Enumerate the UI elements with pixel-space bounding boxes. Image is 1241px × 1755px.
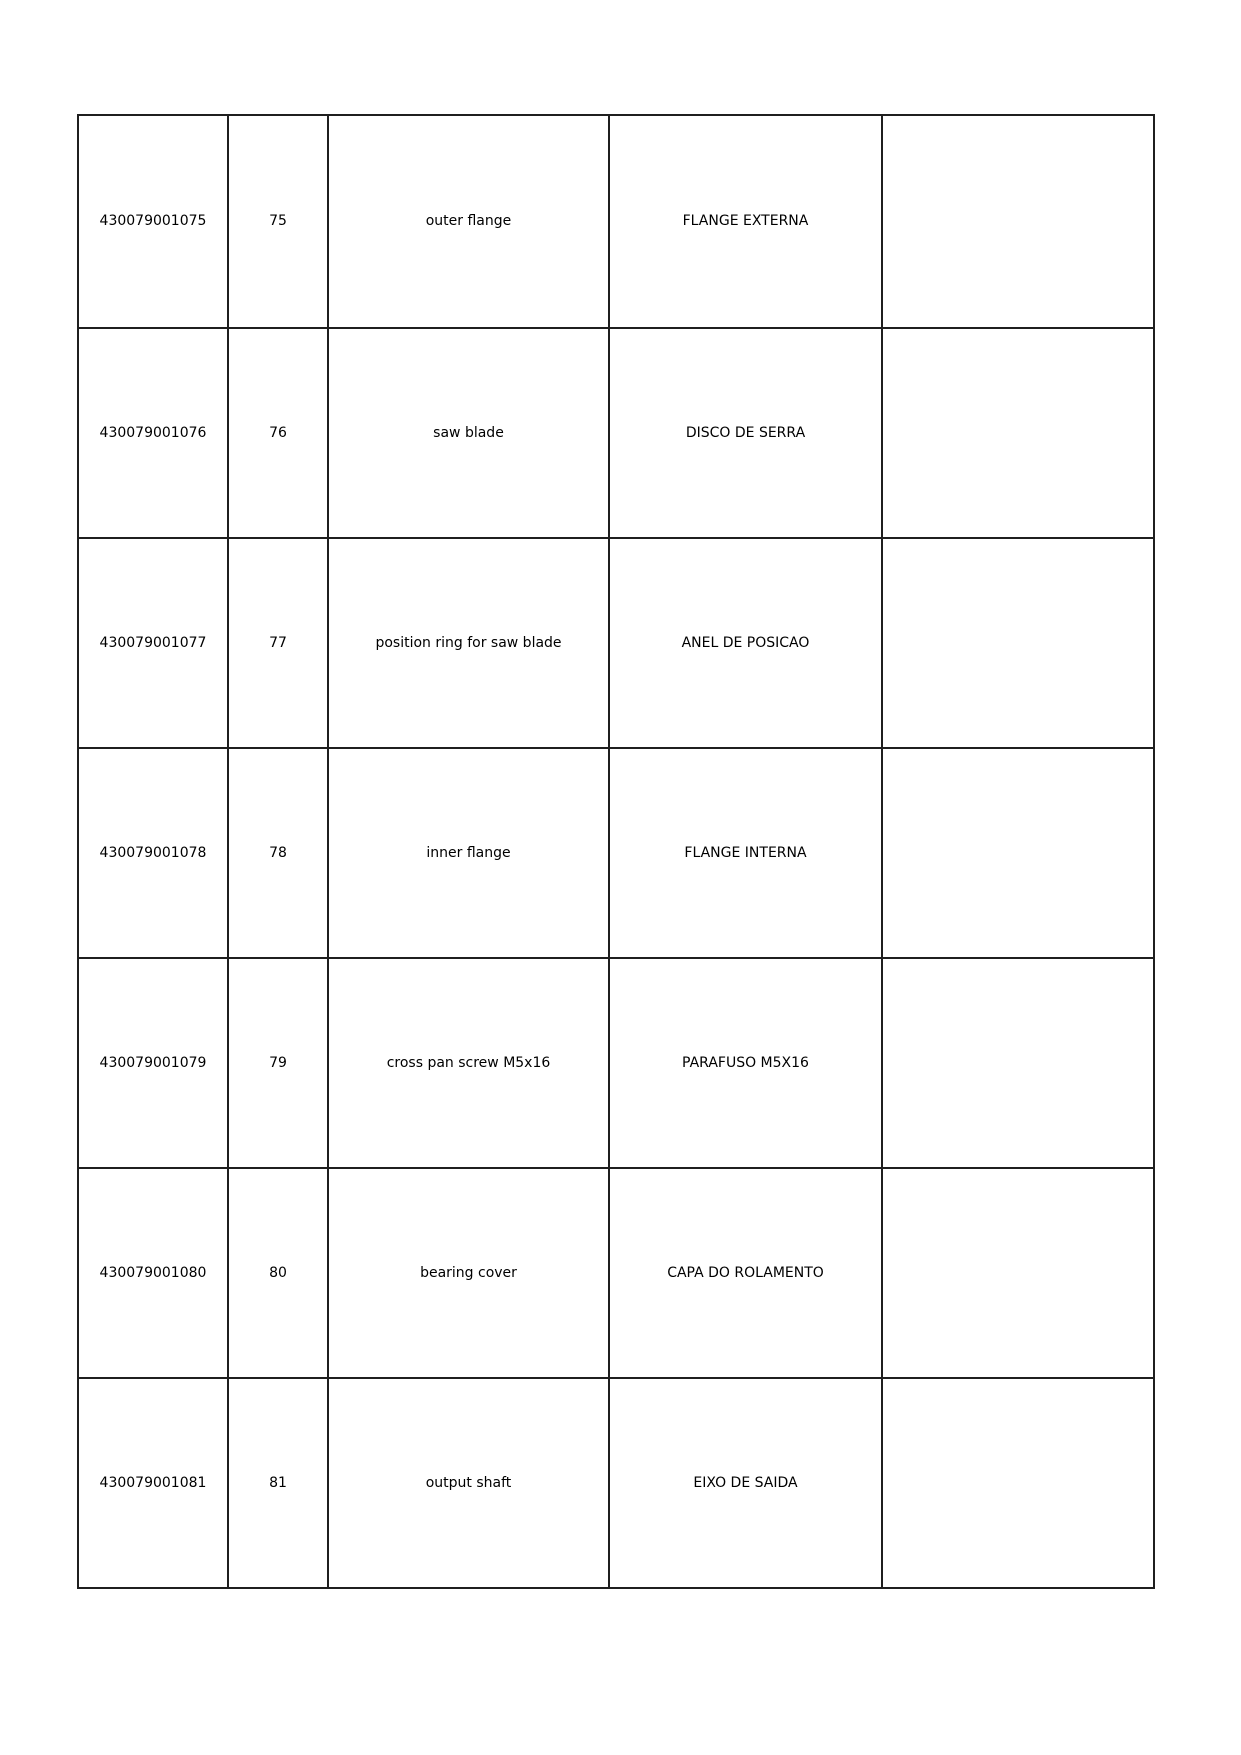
- table-row: [78, 958, 1154, 1168]
- table-row: [78, 1168, 1154, 1378]
- position-cell: 79: [228, 958, 328, 1168]
- description-pt-cell: FLANGE EXTERNA: [609, 115, 882, 328]
- description-pt-cell: CAPA DO ROLAMENTO: [609, 1168, 882, 1378]
- position-cell: 80: [228, 1168, 328, 1378]
- part-number-cell: 430079001076: [78, 328, 228, 538]
- description-en-cell: position ring for saw blade: [328, 538, 609, 748]
- part-number-cell: 430079001080: [78, 1168, 228, 1378]
- description-en-cell: saw blade: [328, 328, 609, 538]
- position-cell: 78: [228, 748, 328, 958]
- notes-cell: [882, 958, 1154, 1168]
- description-pt-cell: EIXO DE SAIDA: [609, 1378, 882, 1588]
- table-row: [78, 115, 1154, 328]
- table-row: [78, 1378, 1154, 1588]
- notes-cell: [882, 1168, 1154, 1378]
- position-cell: 81: [228, 1378, 328, 1588]
- position-cell: 75: [228, 115, 328, 328]
- table-row: [78, 328, 1154, 538]
- description-en-cell: inner flange: [328, 748, 609, 958]
- description-pt-cell: FLANGE INTERNA: [609, 748, 882, 958]
- part-number-cell: 430079001078: [78, 748, 228, 958]
- table-row: [78, 748, 1154, 958]
- notes-cell: [882, 1378, 1154, 1588]
- description-pt-cell: PARAFUSO M5X16: [609, 958, 882, 1168]
- part-number-cell: 430079001077: [78, 538, 228, 748]
- table-row: [78, 538, 1154, 748]
- notes-cell: [882, 328, 1154, 538]
- notes-cell: [882, 115, 1154, 328]
- description-en-cell: output shaft: [328, 1378, 609, 1588]
- notes-cell: [882, 538, 1154, 748]
- position-cell: 77: [228, 538, 328, 748]
- description-en-cell: bearing cover: [328, 1168, 609, 1378]
- description-pt-cell: ANEL DE POSICAO: [609, 538, 882, 748]
- part-number-cell: 430079001075: [78, 115, 228, 328]
- position-cell: 76: [228, 328, 328, 538]
- description-en-cell: outer flange: [328, 115, 609, 328]
- part-number-cell: 430079001081: [78, 1378, 228, 1588]
- parts-table: [77, 114, 1155, 1589]
- part-number-cell: 430079001079: [78, 958, 228, 1168]
- description-en-cell: cross pan screw M5x16: [328, 958, 609, 1168]
- description-pt-cell: DISCO DE SERRA: [609, 328, 882, 538]
- notes-cell: [882, 748, 1154, 958]
